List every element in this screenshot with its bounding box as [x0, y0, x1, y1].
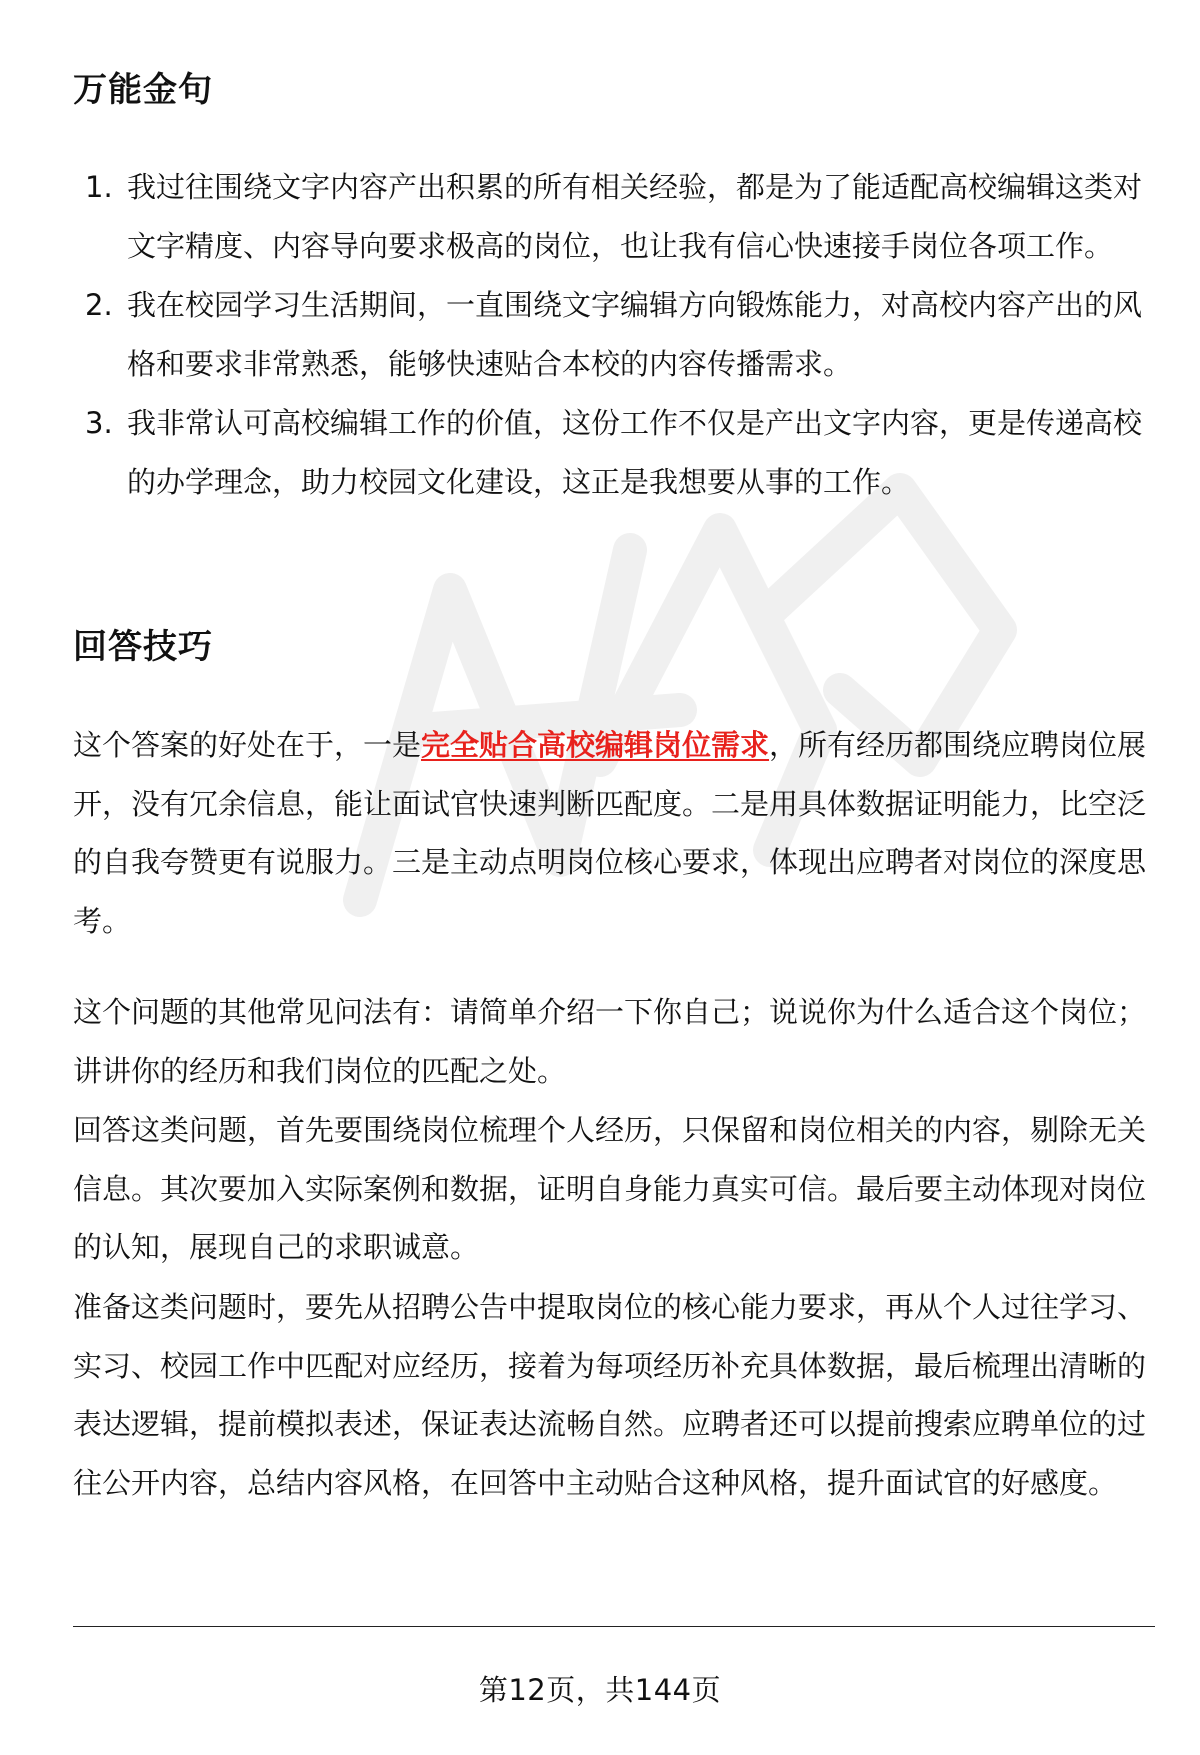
paragraph-text: ，所有经历都围绕应聘岗位展开，没有冗余信息，能让面试官快速判断匹配度。二是用具体数据证明能力，比空泛的自我夸赞更有说服力。三是主动点明岗位核心要求，体现出应聘者对岗位的深度思考。	[73, 728, 1147, 938]
golden-sentences-list	[73, 158, 1153, 512]
list-item-text: 我过往围绕文字内容产出积累的所有相关经验，都是为了能适配高校编辑这类对文字精度、内容导向要求极高的岗位，也让我有信心快速接手岗位各项工作。	[127, 170, 1143, 263]
section-heading-answer-tips: 回答技巧	[73, 627, 213, 667]
paragraph-text: 这个答案的好处在于，一是	[73, 728, 422, 762]
alternative-questions-paragraph: 这个问题的其他常见问法有：请简单介绍一下你自己；说说你为什么适合这个岗位；讲讲你的经历和我们岗位的匹配之处。	[73, 995, 1147, 1088]
highlighted-key-phrase: 完全贴合高校编辑岗位需求	[421, 728, 770, 762]
list-item-text: 我非常认可高校编辑工作的价值，这份工作不仅是产出文字内容，更是传递高校的办学理念，助力校园文化建设，这正是我想要从事的工作。	[127, 406, 1143, 499]
list-item	[73, 394, 1153, 512]
list-item-number: 2.	[85, 288, 113, 322]
list-item-number: 1.	[85, 170, 113, 204]
answer-benefit-paragraph	[73, 716, 1153, 950]
section-heading-golden-sentences: 万能金句	[73, 70, 213, 110]
footer-divider	[73, 1626, 1155, 1627]
page-number: 第12页，共144页	[478, 1673, 722, 1707]
answer-method-paragraph: 回答这类问题，首先要围绕岗位梳理个人经历，只保留和岗位相关的内容，剔除无关信息。其次要加入实际案例和数据，证明自身能力真实可信。最后要主动体现对岗位的认知，展现自己的求职诚意。	[73, 1113, 1147, 1264]
list-item-number: 3.	[85, 406, 113, 440]
preparation-paragraph: 准备这类问题时，要先从招聘公告中提取岗位的核心能力要求，再从个人过往学习、实习、校园工作中匹配对应经历，接着为每项经历补充具体数据，最后梳理出清晰的表达逻辑，提前模拟表述，保证表达流畅自然。应聘者还可以提前搜索应聘单位的过往公开内容，总结内容风格，在回答中主动贴合这种风格，提升面试官的好感度。	[73, 1290, 1147, 1500]
list-item	[73, 276, 1153, 394]
list-item-text: 我在校园学习生活期间，一直围绕文字编辑方向锻炼能力，对高校内容产出的风格和要求非常熟悉，能够快速贴合本校的内容传播需求。	[127, 288, 1143, 381]
list-item	[73, 158, 1153, 276]
